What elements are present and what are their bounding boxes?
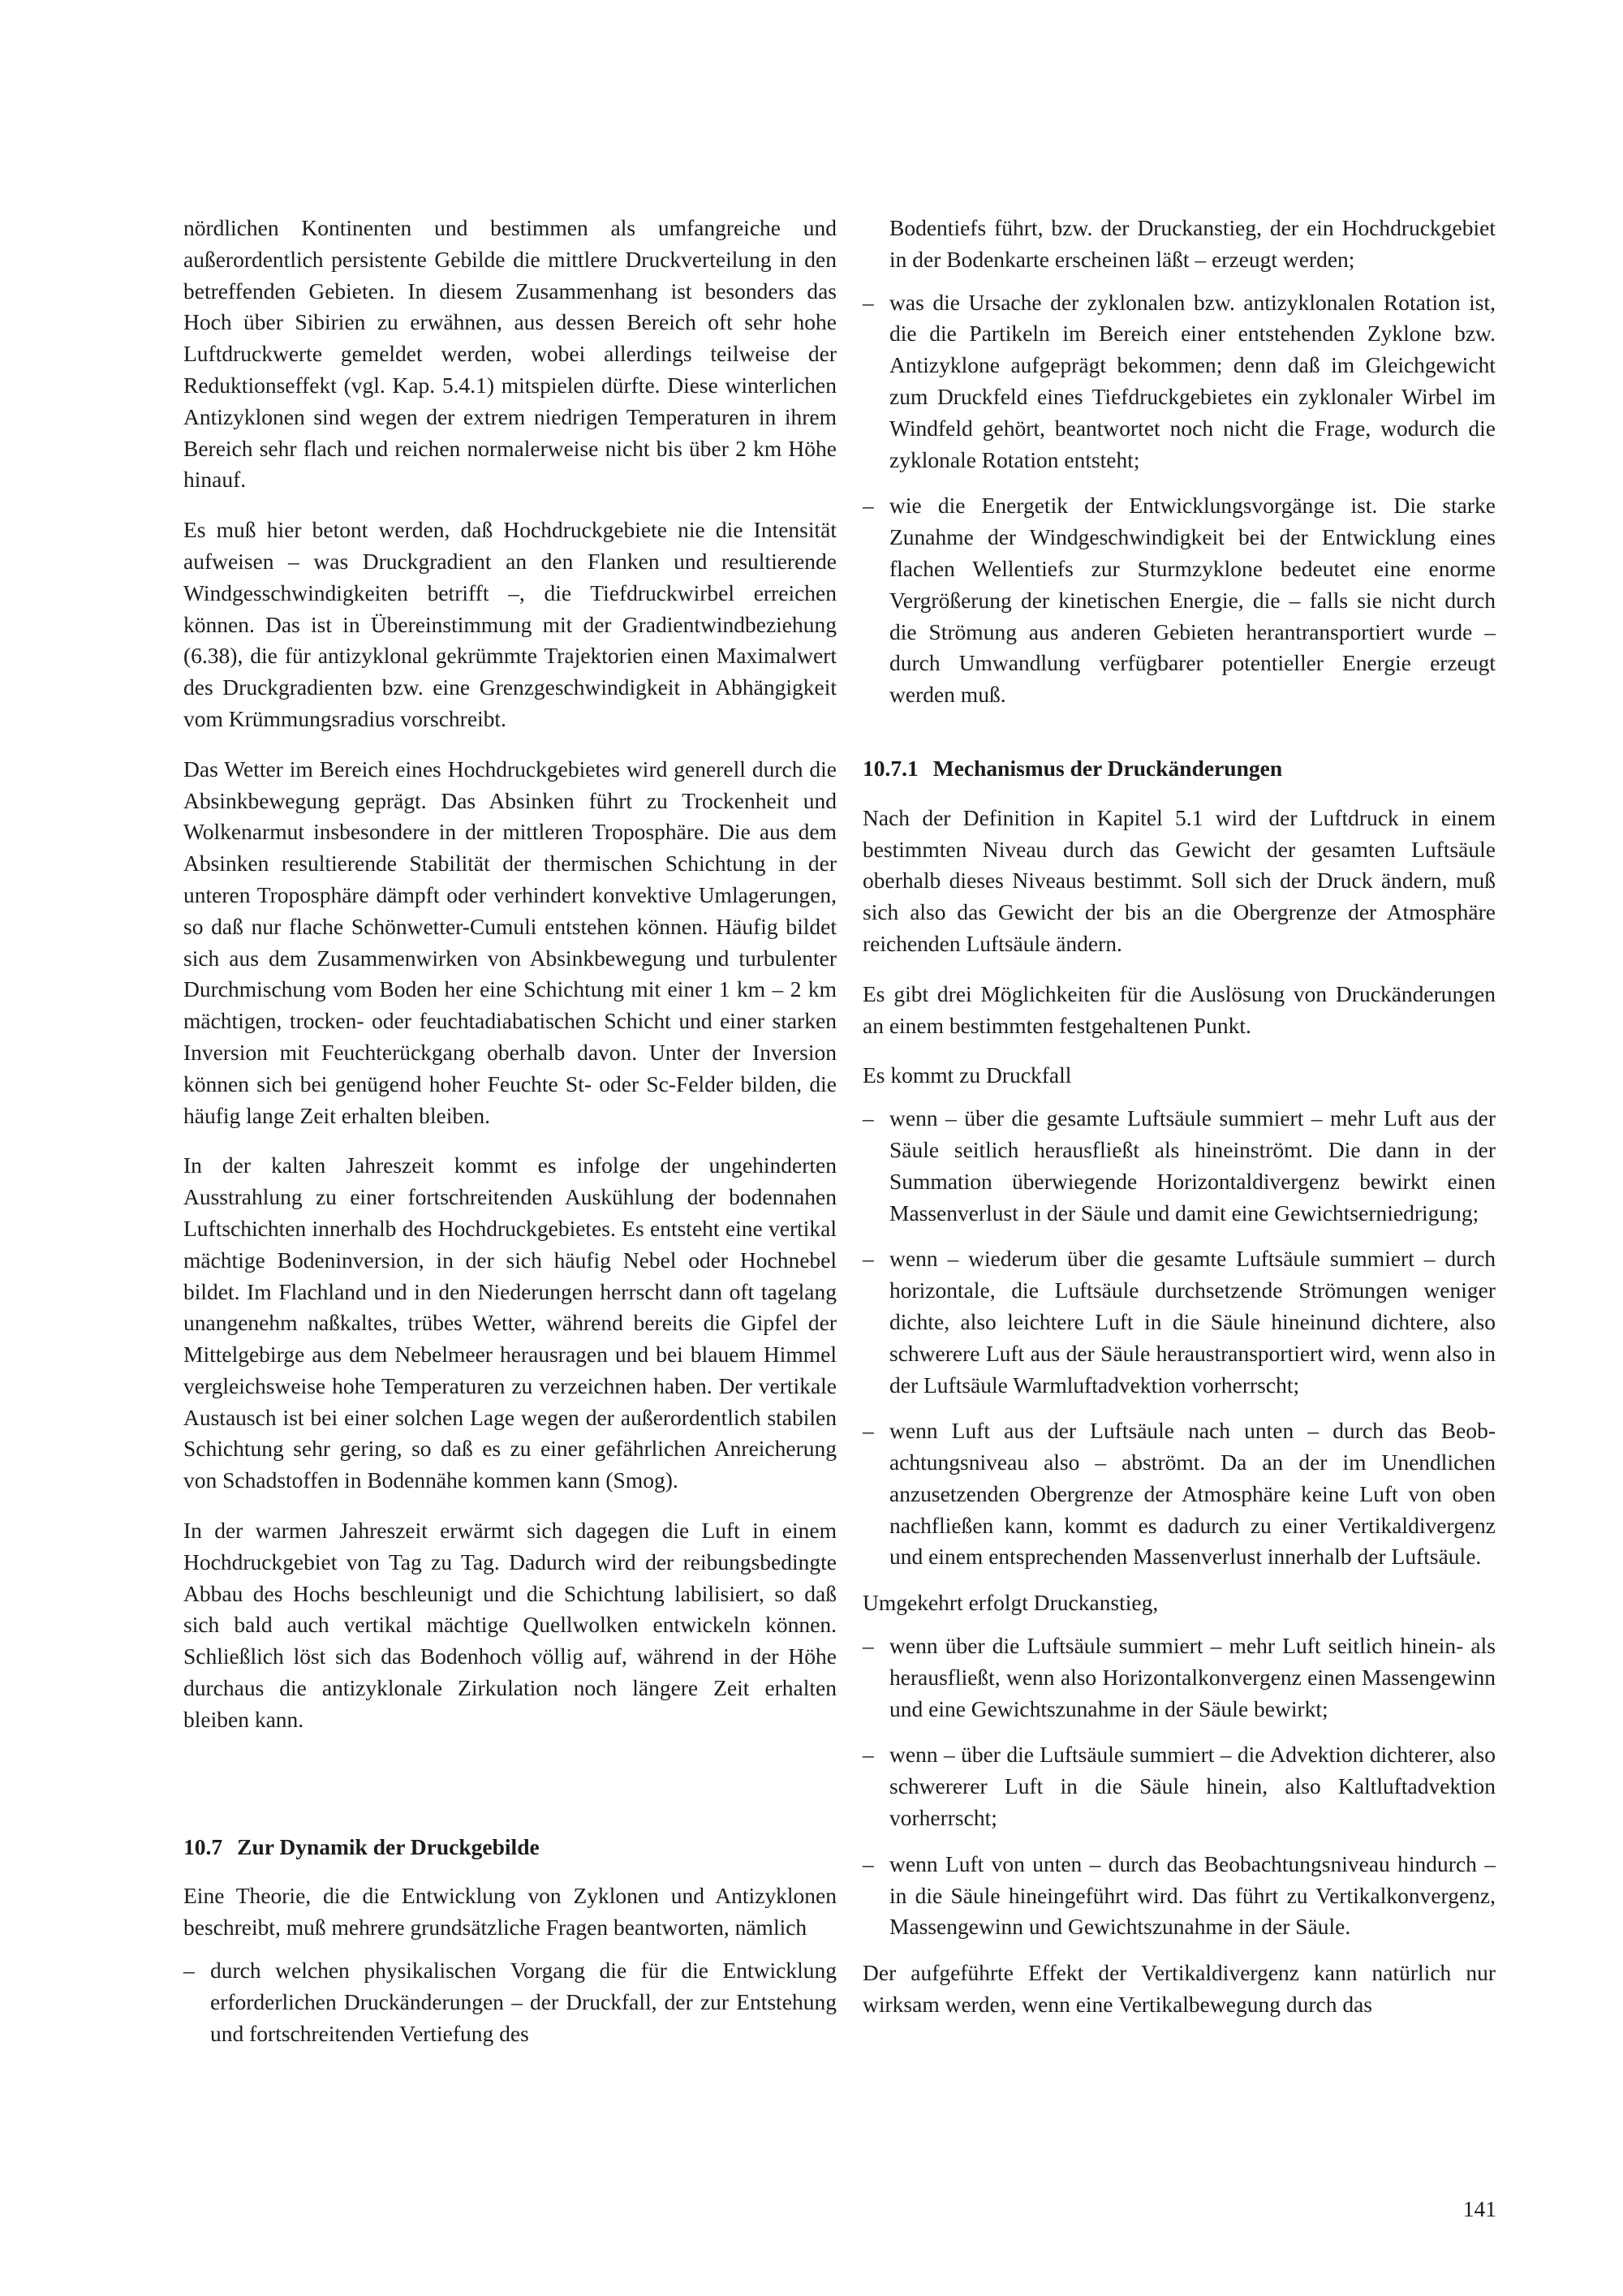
list-item: – wenn Luft von unten – durch das Beobachtungsniveau hindurch – in die Säule hineingeführt wird. Das führt zu Vertikalkonvergenz, Massengewinn und Gewichtszunahme in der Säule. xyxy=(863,1849,1496,1943)
paragraph: Es muß hier betont werden, daß Hochdruckgebiete nie die Intensität aufweisen – was Druckgradient an den Flanken und resultierende Windgesschwindigkeiten betrifft –, die Tiefdruckwirbel erreichen können. Das ist in Übereinstimmung mit der Gradientwindbeziehung (6.38), die für antizyklonal gekrümmte Trajektorien einen Maximalwert des Druckgradienten bzw. eine Grenzgeschwindigkeit in Abhängigkeit vom Krümmungsradius vorschreibt. xyxy=(183,517,837,731)
list-item: – wenn – über die gesamte Luftsäule summiert – mehr Luft aus der Säule seitlich herausfließt als hineinströmt. Die dann in der Summation überwiegende Horizontaldivergenz bewirkt einen Massenverlust in der Säule und damit eine Gewichtserniedrigung; xyxy=(863,1103,1496,1229)
question-list xyxy=(183,1955,837,2049)
subsection-heading xyxy=(863,753,1496,785)
paragraph: Nach der Definition in Kapitel 5.1 wird der Luftdruck in einem bestimmten Niveau durch das Gewicht der gesamten Luftsäule oberhalb dieses Niveaus bestimmt. Soll sich der Druck ändern, muß sich also das Gewicht der bis an die Obergrenze der Atmosphäre reichenden Luftsäule ändern. xyxy=(863,804,1496,956)
section-heading xyxy=(183,1832,837,1863)
paragraph: Der aufgeführte Effekt der Vertikaldivergenz kann natürlich nur wirksam werden, wenn eine Vertikalbewegung durch das xyxy=(863,1960,1496,2018)
paragraph: In der kalten Jahreszeit kommt es infolge der ungehinderten Ausstrahlung zu einer fortschreitenden Auskühlung der bodennahen Luftschichten innerhalb des Hochdruckgebietes. Es entsteht eine vertikal mächtige Bodeninversion, in der sich häufig Nebel oder Hochnebel bildet. Im Flachland und in den Niederungen herrscht dann oft tagelang unangenehm naßkaltes, trübes Wetter, während bereits die Gipfel der Mittelgebirge aus dem Nebelmeer herausragen und bei blauem Himmel vergleichsweise hohe Temperaturen zu verzeichnen haben. Der vertikale Austausch ist bei einer solchen Lage wegen der außerordentlich stabilen Schichtung sehr gering, so daß es zu einer gefährlichen Anreicherung von Schadstoffen in Bodennähe kommen kann (Smog). xyxy=(183,1152,837,1493)
list-item: – wenn – wiederum über die gesamte Luftsäule summiert – durch horizontale, die Luftsäule durchsetzende Strömungen weniger dichte, also leichtere Luft in die Säule hineinund dichtere, also schwerere Luft aus der Säule heraustransportiert wird, wenn also in der Luftsäule Warmluftadvektion vorherrscht; xyxy=(863,1243,1496,1401)
list-item: – wenn über die Luftsäule summiert – mehr Luft seitlich hinein- als herausfließt, wenn also Horizontalkonvergenz einen Massengewinn und eine Gewichtszunahme in der Säule bewirkt; xyxy=(863,1630,1496,1725)
paragraph: In der warmen Jahreszeit erwärmt sich dagegen die Luft in einem Hochdruckgebiet von Tag zu Tag. Dadurch wird der reibungsbedingte Abbau des Hochs beschleunigt und die Schichtung labilisiert, so daß sich bald auch vertikal mächtige Quellwolken entwickeln können. Schließlich löst sich das Bodenhoch völlig auf, während in der Höhe durchaus die antizyklonale Zirkulation noch längere Zeit erhalten bleiben kann. xyxy=(183,1518,837,1732)
list-item: – wenn – über die Luftsäule summiert – die Advektion dichterer, also schwererer Luft in die Säule hinein, also Kaltluftadvektion vorherrscht; xyxy=(863,1739,1496,1833)
section-number: 10.7 xyxy=(183,1833,223,1859)
pressure-fall-list xyxy=(863,1103,1496,1573)
paragraph: nördlichen Kontinenten und bestimmen als umfangreiche und außerordentlich persistente Gebilde die mittlere Druckverteilung in den betreffenden Gebieten. In diesem Zusammenhang ist besonders das Hoch über Sibirien zu erwähnen, aus dessen Bereich oft sehr hohe Luftdruckwerte gemeldet werden, wobei allerdings teilweise der Reduktionseffekt (vgl. Kap. 5.4.1) mitspielen dürfte. Diese winterlichen Antizyklonen sind wegen der extrem niedrigen Temperaturen in ihrem Bereich sehr flach und reichen normalerweise nicht bis über 2 km Höhe hinauf. xyxy=(183,215,837,493)
paragraph: Es kommt zu Druckfall xyxy=(863,1062,1072,1088)
paragraph: Das Wetter im Bereich eines Hochdruckgebietes wird generell durch die Absinkbewegung geprägt. Das Absinken führt zu Trockenheit und Wolkenarmut insbesondere in der mittleren Troposphäre. Die aus dem Absinken resultierende Stabilität der thermischen Schichtung in der unteren Troposphäre dämpft oder verhindert konvektive Umlagerungen, so daß nur flache Schönwetter-Cumuli entstehen können. Häufig bildet sich aus dem Zusammenwirken von Absinkbewegung und turbulenter Durchmischung vom Boden her eine Schichtung mit einer 1 km – 2 km mächtigen, trocken- oder feuchtadiabatischen Schicht und einer starken Inversion mit Feuchterückgang oberhalb davon. Unter der Inversion können sich bei genügend hoher Feuchte St- oder Sc-Felder bilden, die häufig lange Zeit erhalten bleiben. xyxy=(183,756,837,1128)
pressure-rise-list xyxy=(863,1630,1496,1943)
paragraph: Es gibt drei Möglichkeiten für die Auslösung von Druckänderungen an einem bestimmten festgehaltenen Punkt. xyxy=(863,980,1496,1038)
subsection-number: 10.7.1 xyxy=(863,755,919,781)
paragraph: Eine Theorie, die die Entwicklung von Zyklonen und Antizyklonen beschreibt, muß mehrere grundsätzliche Fragen beantworten, nämlich xyxy=(183,1883,837,1941)
question-list-continued xyxy=(863,287,1496,711)
list-item-continuation: Bodentiefs führt, bzw. der Druckanstieg, der ein Hochdruckgebiet in der Bodenkarte erscheinen läßt – erzeugt werden; xyxy=(889,215,1496,272)
list-item: – wenn Luft aus der Luftsäule nach unten – durch das Beobachtungsniveau also – abströmt. Da an der im Unendlichen anzusetzenden Obergrenze der Atmosphäre keine Luft von oben nachfließen kann, kommt es dadurch zu einer Vertikaldivergenz und einem entsprechenden Massenverlust innerhalb der Luftsäule. xyxy=(863,1415,1496,1573)
list-item: – wie die Energetik der Entwicklungsvorgänge ist. Die starke Zunahme der Windgeschwindigkeit bei der Entwicklung eines flachen Wellentiefs zur Sturmzyklone bedeutet eine enorme Vergrößerung der kinetischen Energie, die – falls sie nicht durch die Strömung aus anderen Gebieten herantransportiert wurde – durch Umwandlung verfügbarer potentieller Energie erzeugt werden muß. xyxy=(863,490,1496,711)
list-item: – durch welchen physikalischen Vorgang die für die Entwicklung erforderlichen Druckänderungen – der Druckfall, der zur Entstehung und fortschreitenden Vertiefung des xyxy=(183,1955,837,2049)
paragraph: Umgekehrt erfolgt Druckanstieg, xyxy=(863,1590,1159,1616)
left-column xyxy=(183,213,837,2064)
page-number: 141 xyxy=(1462,2196,1496,2221)
section-title: Zur Dynamik der Druckgebilde xyxy=(237,1833,540,1859)
right-column xyxy=(863,213,1496,2040)
subsection-title: Mechanismus der Druckänderungen xyxy=(932,755,1283,781)
list-item: – was die Ursache der zyklonalen bzw. antizyklonalen Rotation ist, die die Partikeln im Bereich einer entstehenden Zyklone bzw. Antizyklone aufgeprägt bekommen; denn daß im Gleichgewicht zum Druckfeld eines Tiefdruckgebietes ein zyklonaler Wirbel im Windfeld gehört, beantwortet noch nicht die Frage, wodurch die zyklonale Rotation entsteht; xyxy=(863,287,1496,476)
